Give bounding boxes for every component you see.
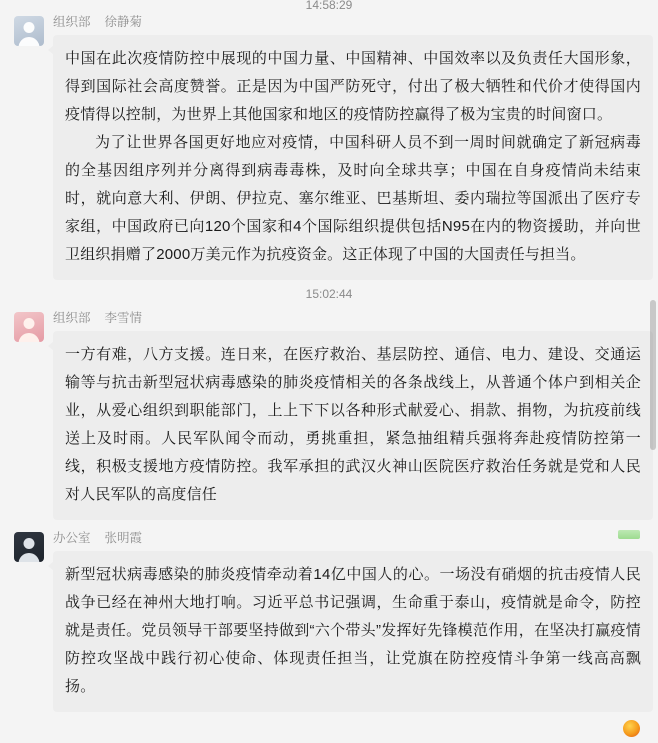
message-sender (53, 14, 644, 31)
message-sender (53, 310, 644, 327)
sender-name: 张明霞 (104, 531, 143, 545)
avatar-body-icon (19, 333, 40, 342)
message-bubble[interactable] (53, 331, 653, 520)
message-bubble[interactable] (53, 35, 653, 280)
avatar-body-icon (19, 553, 40, 562)
message-item (0, 14, 658, 280)
avatar-face-icon (24, 318, 35, 329)
avatar-face-icon (24, 22, 35, 33)
message-bubble[interactable] (53, 551, 653, 712)
avatar-body-icon (19, 37, 40, 46)
message-timestamp: 14:58:29 (305, 0, 353, 12)
sender-department: 办公室 (53, 531, 91, 545)
avatar[interactable] (14, 312, 44, 342)
message-paragraph: 中国在此次疫情防控中展现的中国力量、中国精神、中国效率以及负责任大国形象，得到国际社会高度赞誉。正是因为中国严防死守，付出了极大牺牲和代价才使得国内疫情得以控制，为世界上其他国家和地区的疫情防控赢得了极为宝贵的时间窗口。 (65, 50, 641, 123)
emoji-reaction-icon[interactable] (623, 720, 640, 737)
scrollbar-track[interactable] (651, 0, 657, 743)
sender-name: 李雪情 (104, 311, 143, 325)
message-item (0, 310, 658, 520)
scrollbar-thumb[interactable] (650, 300, 656, 450)
message-paragraph: 一方有难，八方支援。连日来，在医疗救治、基层防控、通信、电力、建设、交通运输等与抗击新型冠状病毒感染的肺炎疫情相关的各条战线上，从普通个体户到相关企业，从爱心组织到职能部门，上上下下以各种形式献爱心、捐款、捐物，为抗疫前线送上及时雨。人民军队闻令而动，勇挑重担，紧急抽组精兵强将奔赴疫情防控第一线，积极支援地方疫情防控。我军承担的武汉火神山医院医疗救治任务就是党和人民对人民军队的高度信任 (65, 346, 641, 503)
message-paragraph: 新型冠状病毒感染的肺炎疫情牵动着14亿中国人的心。一场没有硝烟的抗击疫情人民战争已经在神州大地打响。习近平总书记强调，生命重于泰山，疫情就是命令，防控就是责任。党员领导干部要坚持做到“六个带头”发挥好先锋模范作用，在坚决打赢疫情防控攻坚战中践行初心使命、体现责任担当，让党旗在防控疫情斗争第一线高高飘扬。 (65, 566, 641, 695)
highlight-marker-icon (618, 530, 640, 539)
sender-department: 组织部 (53, 311, 91, 325)
avatar-face-icon (24, 538, 35, 549)
message-item (0, 530, 658, 712)
message-sender (53, 530, 644, 547)
sender-name: 徐静菊 (104, 15, 143, 29)
avatar[interactable] (14, 16, 44, 46)
timestamp-clipped-container (0, 0, 658, 14)
message-timestamp: 15:02:44 (305, 287, 353, 301)
sender-department: 组织部 (53, 15, 91, 29)
message-paragraph: 为了让世界各国更好地应对疫情，中国科研人员不到一周时间就确定了新冠病毒的全基因组序列并分离得到病毒毒株，及时向全球共享；中国在自身疫情尚未结束时，就向意大利、伊朗、伊拉克、塞尔维亚、巴基斯坦、委内瑞拉等国派出了医疗专家组，中国政府已向120个国家和4个国际组织提供包括N95在内的物资援助，并向世卫组织捐赠了2000万美元作为抗疫资金。这正体现了中国的大国责任与担当。 (65, 134, 641, 263)
avatar[interactable] (14, 532, 44, 562)
